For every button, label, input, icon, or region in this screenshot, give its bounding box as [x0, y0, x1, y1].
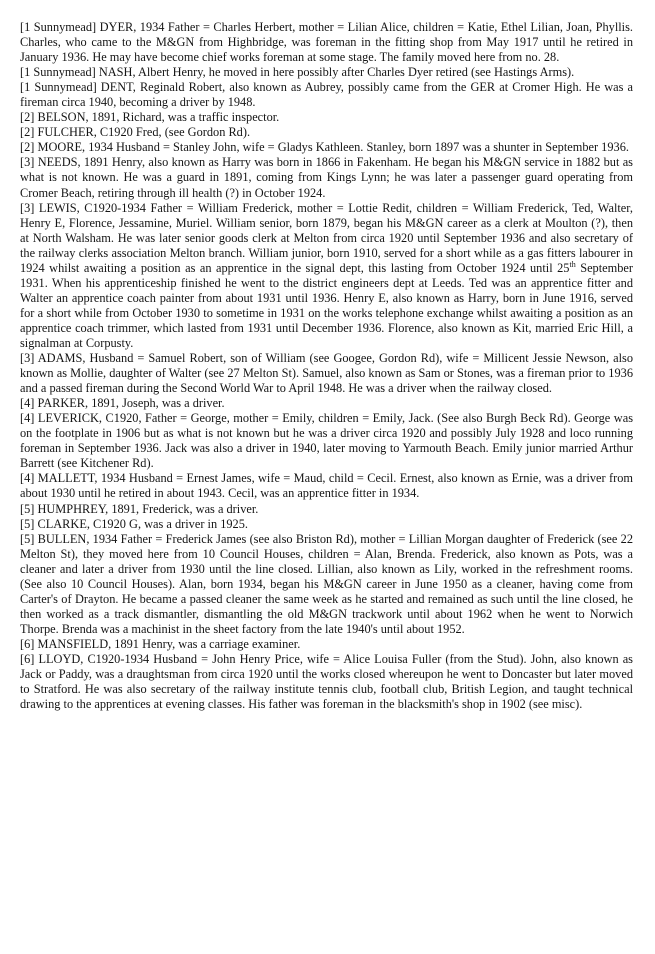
entry-dyer: [1 Sunnymead] DYER, 1934 Father = Charles Herbert, mother = Lilian Alice, children = Katie, Ethel Lilian, Joan, Phyllis. Charles, who came to the M&GN from Highbridge, was foreman in the fitting shop from May 1917 until he retired in January 1936. He may have become chief works foreman at some stage. The family moved here from no. 28. [20, 20, 633, 65]
entry-parker: [4] PARKER, 1891, Joseph, was a driver. [20, 396, 225, 411]
entry-clarke: [5] CLARKE, C1920 G, was a driver in 1925. [20, 516, 248, 531]
entry-lewis-text-continued: September 1931. When his apprenticeship finished he went to the district engineers dept at Leeds. Ted was an apprentice fitter and Walter an apprentice coach painter from about 1931 until 1936. Henry E, also known as Harry, born in June 1916, served for a short while from October 1930 to sometime in 1931 on the works telephone exchange whilst awaiting a position as an apprentice coach trimmer, which lasted from 1931 until December 1936. Florence, also known as Kit, married Eric Hill, a signalman at Corpusty. [20, 260, 633, 350]
entry-lewis-ordinal: th [569, 259, 576, 269]
entry-bullen: [5] BULLEN, 1934 Father = Frederick James (see also Briston Rd), mother = Lillian Morgan daughter of Frederick (see 22 Melton St), they moved here from 10 Council Houses, children = Alan, Brenda. Frederick, also known as Pots, was a cleaner and later a driver from 1930 until the line closed. Lillian, also known as Lily, worked in the refreshment rooms. (See also 10 Council Houses). Alan, born 1934, began his M&GN career in June 1950 as a cleaner, having come from Carter's of Drayton. He became a passed cleaner the same week as he started and remained as such until the line closed, he then worked as a track dismantler, dismantling the old M&GN trackwork until about 1962 when he went to Norwich Thorpe. Brenda was a machinist in the sheet factory from the late 1940's until about 1952. [20, 531, 633, 636]
entry-fulcher: [2] FULCHER, C1920 Fred, (see Gordon Rd). [20, 125, 251, 140]
entry-lewis [20, 201, 633, 351]
entry-needs: [3] NEEDS, 1891 Henry, also known as Harry was born in 1866 in Fakenham. He began his M&GN service in 1882 but as what is not known. He was a guard in 1891, coming from Kings Lynn; he was later a passenger guard operating from Cromer Beach, retiring through ill health (?) in October 1924. [20, 155, 633, 200]
entry-adams: [3] ADAMS, Husband = Samuel Robert, son of William (see Googee, Gordon Rd), wife = Millicent Jessie Newson, also known as Mollie, daughter of Walter (see 27 Melton St). Samuel, also known as Sam or Stones, was a fireman prior to 1936 and a passed fireman during the Second World War to April 1948. He was a driver when the railway closed. [20, 351, 633, 396]
entry-mansfield: [6] MANSFIELD, 1891 Henry, was a carriage examiner. [20, 636, 301, 651]
entry-humphrey: [5] HUMPHREY, 1891, Frederick, was a driver. [20, 501, 259, 516]
entry-leverick: [4] LEVERICK, C1920, Father = George, mother = Emily, children = Emily, Jack. (See also Burgh Beck Rd). George was on the footplate in 1906 but as what is not known but he was a driver circa 1920 and possibly July 1928 and loco running foreman in September 1936. Jack was also a driver in 1940, later moving to Yarmouth Beach. Emily junior married Arthur Barrett (see Kitchener Rd). [20, 411, 633, 471]
entry-mallett: [4] MALLETT, 1934 Husband = Ernest James, wife = Maud, child = Cecil. Ernest, also known as Ernie, was a driver from about 1930 until he retired in about 1943. Cecil, was an apprentice fitter in 1934. [20, 471, 633, 501]
entry-belson: [2] BELSON, 1891, Richard, was a traffic inspector. [20, 110, 280, 125]
entry-moore: [2] MOORE, 1934 Husband = Stanley John, wife = Gladys Kathleen. Stanley, born 1897 was a shunter in September 1936. [20, 140, 629, 155]
entry-lloyd: [6] LLOYD, C1920-1934 Husband = John Henry Price, wife = Alice Louisa Fuller (from the Stud). John, also known as Jack or Paddy, was a draughtsman from circa 1920 until the works closed whereupon he went to Doncaster but later moved to Stratford. He was also secretary of the railway institute tennis club, football club, British Legion, and taught technical drawing to the apprentices at evening classes. His father was foreman in the blacksmith's shop in 1902 (see misc). [20, 651, 633, 712]
entry-lewis-text: [3] LEWIS, C1920-1934 Father = William Frederick, mother = Lottie Redit, children = William Frederick, Ted, Walter, Henry E, Florence, Jessamine, Muriel. William senior, born 1879, began his M&GN career as a clerk at Moulton (?), then at North Walsham. He was later senior goods clerk at Melton from circa 1920 until September 1936 and also secretary of the railway clerks association Melton branch. William junior, born 1910, served for a short while as a gas fitters labourer in 1924 whilst awaiting a position as an apprentice in the signal dept, this lasting from October 1924 until 25 [20, 200, 633, 275]
entry-dent: [1 Sunnymead] DENT, Reginald Robert, also known as Aubrey, possibly came from the GER at Cromer High. He was a fireman circa 1940, becoming a driver by 1948. [20, 80, 633, 110]
entry-nash: [1 Sunnymead] NASH, Albert Henry, he moved in here possibly after Charles Dyer retired (see Hastings Arms). [20, 65, 575, 80]
